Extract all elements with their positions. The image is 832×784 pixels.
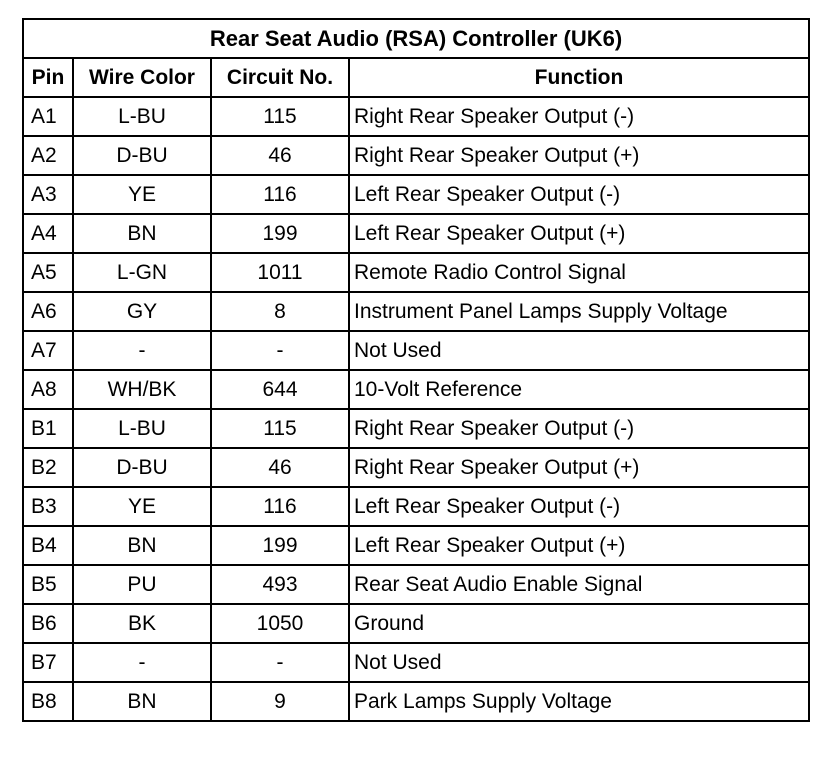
header-row xyxy=(23,58,809,97)
circuit-cell: 8 xyxy=(211,292,349,331)
function-cell: Left Rear Speaker Output (+) xyxy=(349,214,809,253)
wire-color-cell: BN xyxy=(73,682,211,721)
header-pin: Pin xyxy=(23,58,73,97)
table-row xyxy=(23,526,809,565)
function-cell: Ground xyxy=(349,604,809,643)
circuit-cell: 46 xyxy=(211,448,349,487)
circuit-cell: - xyxy=(211,643,349,682)
pin-cell: A8 xyxy=(23,370,73,409)
wire-color-cell: BN xyxy=(73,526,211,565)
table-row xyxy=(23,97,809,136)
header-circuit-no: Circuit No. xyxy=(211,58,349,97)
pinout-table xyxy=(22,18,810,722)
table-title: Rear Seat Audio (RSA) Controller (UK6) xyxy=(23,19,809,58)
header-function: Function xyxy=(349,58,809,97)
table-row xyxy=(23,604,809,643)
function-cell: Right Rear Speaker Output (-) xyxy=(349,97,809,136)
wire-color-cell: WH/BK xyxy=(73,370,211,409)
pin-cell: B6 xyxy=(23,604,73,643)
pin-cell: A7 xyxy=(23,331,73,370)
function-cell: Left Rear Speaker Output (-) xyxy=(349,487,809,526)
table-row xyxy=(23,214,809,253)
table-row xyxy=(23,409,809,448)
table-row xyxy=(23,136,809,175)
function-cell: Rear Seat Audio Enable Signal xyxy=(349,565,809,604)
wire-color-cell: BN xyxy=(73,214,211,253)
pin-cell: B2 xyxy=(23,448,73,487)
function-cell: Not Used xyxy=(349,643,809,682)
circuit-cell: 199 xyxy=(211,214,349,253)
circuit-cell: 644 xyxy=(211,370,349,409)
table-row xyxy=(23,643,809,682)
circuit-cell: 1011 xyxy=(211,253,349,292)
wire-color-cell: GY xyxy=(73,292,211,331)
table-row xyxy=(23,253,809,292)
pin-cell: B4 xyxy=(23,526,73,565)
circuit-cell: - xyxy=(211,331,349,370)
circuit-cell: 115 xyxy=(211,97,349,136)
table-row xyxy=(23,448,809,487)
pin-cell: A4 xyxy=(23,214,73,253)
circuit-cell: 9 xyxy=(211,682,349,721)
pin-cell: B8 xyxy=(23,682,73,721)
table-row xyxy=(23,292,809,331)
wire-color-cell: - xyxy=(73,643,211,682)
pin-cell: A3 xyxy=(23,175,73,214)
circuit-cell: 116 xyxy=(211,487,349,526)
circuit-cell: 116 xyxy=(211,175,349,214)
pin-cell: B1 xyxy=(23,409,73,448)
pin-cell: B7 xyxy=(23,643,73,682)
function-cell: Left Rear Speaker Output (-) xyxy=(349,175,809,214)
function-cell: Left Rear Speaker Output (+) xyxy=(349,526,809,565)
table-row xyxy=(23,565,809,604)
title-row xyxy=(23,19,809,58)
wire-color-cell: YE xyxy=(73,487,211,526)
function-cell: Instrument Panel Lamps Supply Voltage xyxy=(349,292,809,331)
wire-color-cell: L-BU xyxy=(73,409,211,448)
wire-color-cell: YE xyxy=(73,175,211,214)
header-wire-color: Wire Color xyxy=(73,58,211,97)
pin-cell: A2 xyxy=(23,136,73,175)
function-cell: Remote Radio Control Signal xyxy=(349,253,809,292)
wire-color-cell: L-GN xyxy=(73,253,211,292)
wire-color-cell: BK xyxy=(73,604,211,643)
table-row xyxy=(23,331,809,370)
function-cell: Right Rear Speaker Output (+) xyxy=(349,448,809,487)
function-cell: Right Rear Speaker Output (+) xyxy=(349,136,809,175)
circuit-cell: 115 xyxy=(211,409,349,448)
circuit-cell: 199 xyxy=(211,526,349,565)
pin-cell: A6 xyxy=(23,292,73,331)
function-cell: 10-Volt Reference xyxy=(349,370,809,409)
pin-cell: A1 xyxy=(23,97,73,136)
wire-color-cell: L-BU xyxy=(73,97,211,136)
wire-color-cell: PU xyxy=(73,565,211,604)
function-cell: Right Rear Speaker Output (-) xyxy=(349,409,809,448)
wire-color-cell: D-BU xyxy=(73,136,211,175)
pin-cell: B3 xyxy=(23,487,73,526)
table-row xyxy=(23,370,809,409)
circuit-cell: 1050 xyxy=(211,604,349,643)
table-row xyxy=(23,175,809,214)
circuit-cell: 493 xyxy=(211,565,349,604)
circuit-cell: 46 xyxy=(211,136,349,175)
function-cell: Park Lamps Supply Voltage xyxy=(349,682,809,721)
wire-color-cell: - xyxy=(73,331,211,370)
table-row xyxy=(23,682,809,721)
function-cell: Not Used xyxy=(349,331,809,370)
wire-color-cell: D-BU xyxy=(73,448,211,487)
table-row xyxy=(23,487,809,526)
table-body xyxy=(23,97,809,721)
pin-cell: B5 xyxy=(23,565,73,604)
pin-cell: A5 xyxy=(23,253,73,292)
